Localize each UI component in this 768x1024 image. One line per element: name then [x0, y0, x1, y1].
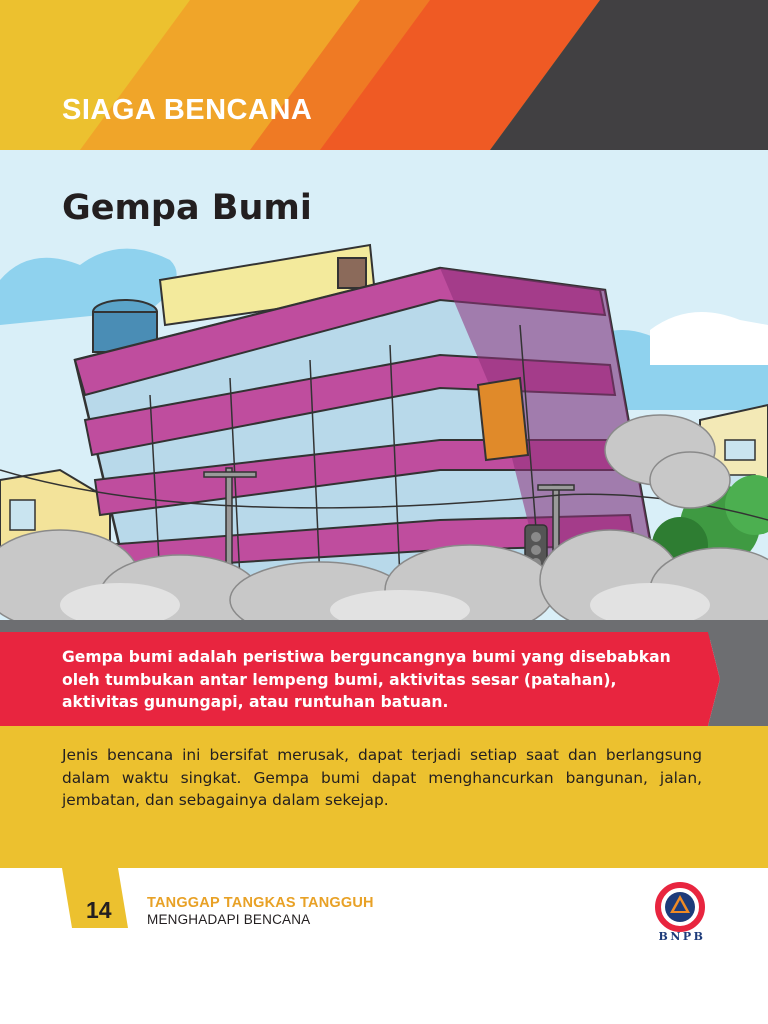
definition-text: Gempa bumi adalah peristiwa berguncangnya bumi yang disebabkan oleh tumbukan antar lempeng bumi, aktivitas sesar (patahan), aktivitas gunungapi, atau runtuhan batuan.: [62, 648, 671, 711]
page-number-tab: [0, 868, 140, 928]
tagline-sub: MENGHADAPI BENCANA: [147, 912, 311, 927]
section-title: SIAGA BENCANA: [62, 94, 313, 126]
tagline-main: TANGGAP TANGKAS TANGGUH: [147, 895, 374, 911]
page-header: [0, 0, 768, 150]
bnpb-logo-label: BNPB: [658, 930, 706, 943]
description-text: Jenis bencana ini bersifat merusak, dapat terjadi setiap saat dan berlangsung dalam waktu singkat. Gempa bumi dapat menghancurkan bangunan, jalan, jembatan, dan sebagainya dalam sekejap.: [62, 746, 702, 810]
header-stripes: [0, 0, 768, 150]
page-title: Gempa Bumi: [62, 188, 312, 228]
page-number: 14: [86, 897, 112, 923]
